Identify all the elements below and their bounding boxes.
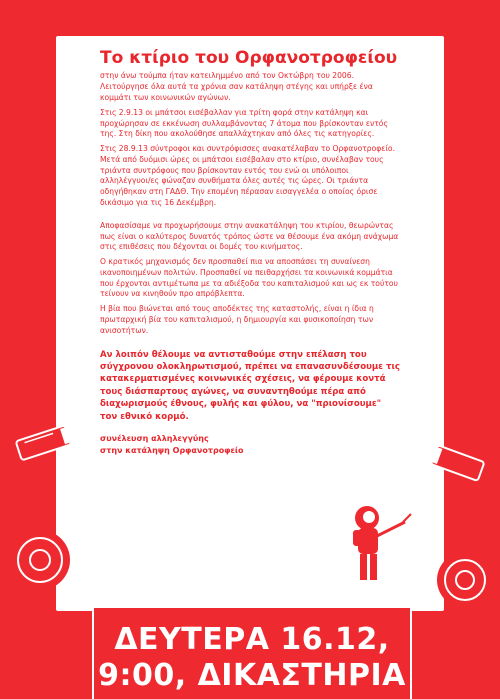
scalloped-border-top — [0, 0, 500, 40]
paragraph-28-9-13: Στις 28.9.13 σύντροφοι και συντρόφισσες ανακατέλαβαν το Ορφανοτροφείο. Μετά από δυόμισι ώρες οι μπάτσοι εισέβαλαν στο κτίριο, συνέλαβαν τους τριάντα συντρόφους που βρίσκονταν εντός του ενώ οι υπόλοιποι αλληλέγγυοι/ες φώναζαν συνθήματα όλες αυτές τις ώρες. Οι τριάντα οδηγήθηκαν στη ΓΑΔΘ. Την επομένη πέρασαν εισαγγελέα ο οποίος όρισε δικάσιμο για τις 16 Δεκέμβρη. — [100, 144, 395, 207]
paragraph-intro: στην άνω τούμπα ήταν κατειλημμένο από τον Οκτώβρη του 2006. Λειτούργησε όλα αυτά τα χρόνια σαν κατάληψη στέγης και υπήρξε ένα κομμάτι των κοινωνικών αγώνων. — [100, 71, 373, 102]
main-text — [100, 48, 400, 456]
date-line-day: ΔΕΥΤΕΡΑ 16.12, — [114, 622, 390, 657]
call-to-action: Αν λοιπόν θέλουμε να αντισταθούμε στην επέλαση του σύγχρονου ολοκληρωτισμού, πρέπει να επανασυνδέσουμε τις κατακερματισμένες κοινωνικές σχέσεις, να φέρουμε κοντά τους διάσπαρτους αγώνες, να συναντηθούμε πέρα από διαχωρισμούς έθνους, φυλής και φύλου, να "πριονίσουμε" τον εθνικό κορμό. — [100, 349, 400, 422]
date-line-time-place: 9:00, ΔΙΚΑΣΤΗΡΙΑ — [98, 658, 406, 693]
date-box — [92, 606, 412, 699]
astronaut-saw-figure-icon — [345, 500, 415, 595]
poppy-flower-icon — [400, 510, 500, 699]
signature-line-2: στην κατάληψη Ορφανοτροφείο — [100, 445, 244, 455]
paragraph-reoccupation: Αποφασίσαμε να προχωρήσουμε στην ανακατάληψη του κτιρίου, θεωρώντας πως είναι ο καλύτερος δυνατός τρόπος ώστε να θέσουμε ένα ακόμη ανάχωμα στις επιθέσεις που δέχονται οι δομές του κινήματος. — [100, 220, 399, 252]
cctv-camera-icon — [0, 420, 80, 480]
page-title: Το κτίριο του Ορφανοτροφείου — [100, 48, 398, 68]
paragraph-violence: Η βία που βιώνεται από τους αποδέκτες της καταστολής, είναι η ίδια η πρωταρχική βία του καπιταλισμού, η δημιουργία και φυσικοποίηση των ανισοτήτων. — [100, 304, 374, 335]
cctv-camera-icon — [430, 440, 500, 500]
paragraph-2-9-13: Στις 2.9.13 οι μπάτσοι εισέβαλλαν για τρίτη φορά στην κατάληψη και προχώρησαν σε εκκένωση συλλαμβάνοντας 7 άτομα που βρίσκονταν εντός της. Στη δίκη που ακολούθησε απαλλάχτηκαν από όλες τις κατηγορίες. — [100, 107, 388, 139]
paragraph-state-mechanism: Ο κρατικός μηχανισμός δεν προσπαθεί πια να αποσπάσει τη συναίνεση ικανοποιημένων πολιτών. Προσπαθεί να πειθαρχήσει τα κοινωνικά κομμάτια που έρχονται αντιμέτωπα με τα αδιέξοδα του καπιταλισμού και ως εκ τούτου τείνουν να κινηθούν προ απρόβλεπτα. — [100, 257, 398, 299]
signature-line-1: συνέλευση αλληλεγγύης — [100, 434, 209, 444]
